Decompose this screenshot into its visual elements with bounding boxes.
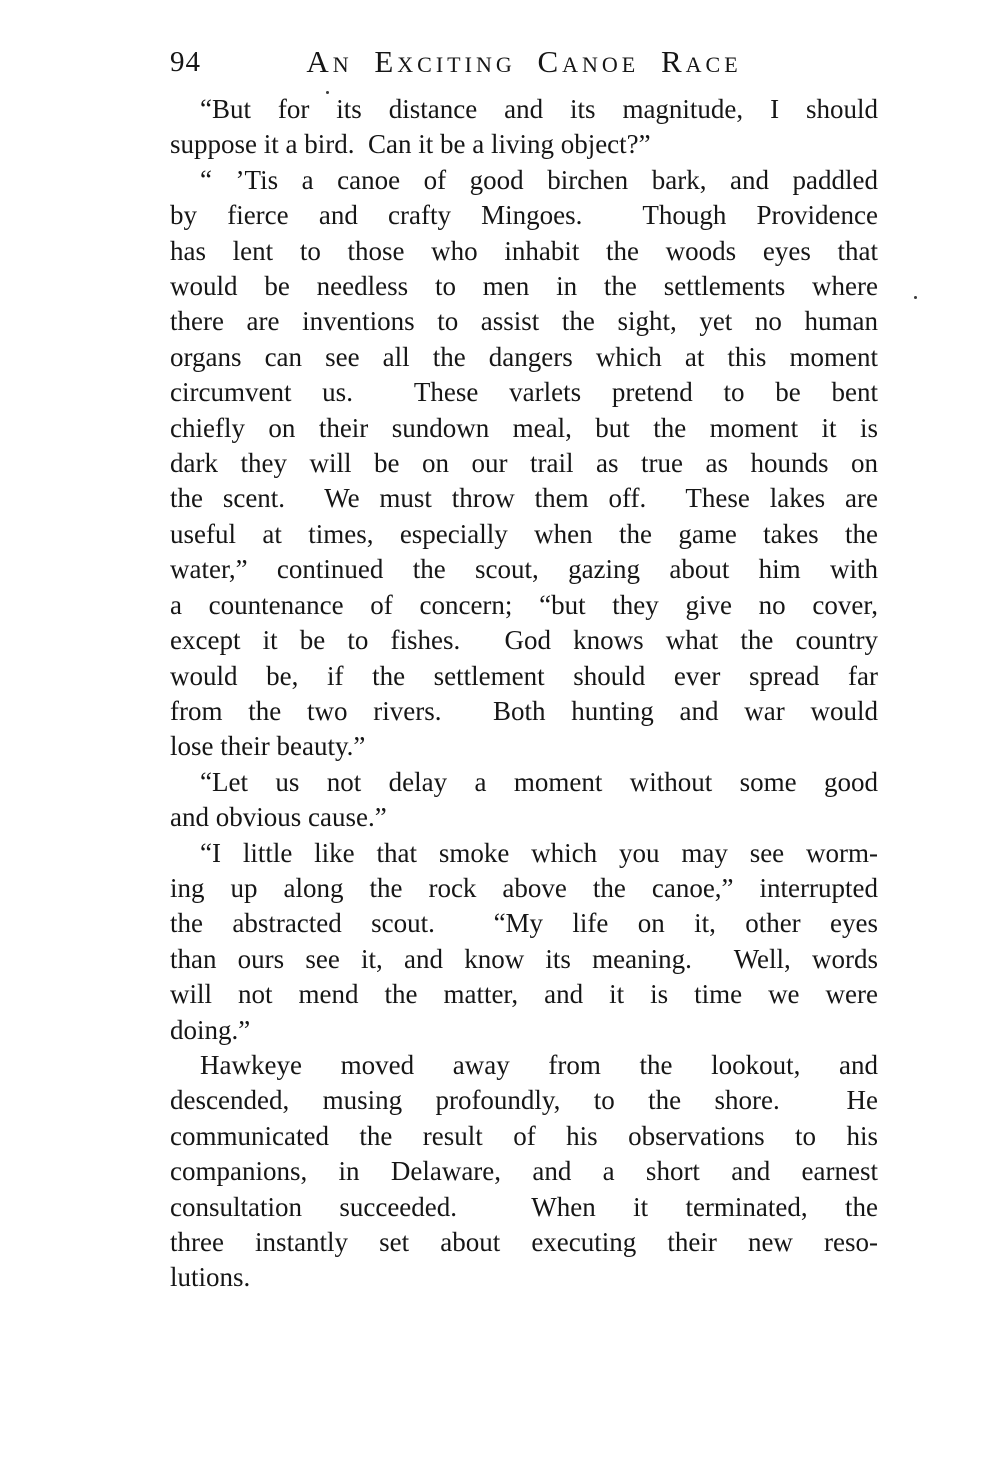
- text-line: would be needless to men in the settlements where: [170, 271, 878, 302]
- page-text: [170, 92, 878, 1296]
- text-line: “ ’Tis a canoe of good birchen bark, and paddled: [200, 164, 878, 195]
- text-line: a countenance of concern; “but they give no cover,: [170, 589, 878, 620]
- page-number: 94: [170, 46, 201, 78]
- text-line: three instantly set about executing their new reso-: [170, 1227, 878, 1257]
- text-line: there are inventions to assist the sight, yet no human: [170, 306, 878, 337]
- text-line: doing.”: [170, 1014, 251, 1045]
- text-line: “I little like that smoke which you may see worm-: [200, 837, 878, 868]
- scan-speck: [326, 91, 329, 94]
- text-line: by fierce and crafty Mingoes. Though Providence: [170, 200, 878, 231]
- text-line: from the two rivers. Both hunting and war would: [170, 695, 878, 726]
- text-line: will not mend the matter, and it is time we were: [170, 979, 878, 1010]
- text-line: consultation succeeded. When it terminated, the: [170, 1191, 878, 1222]
- paragraph: [170, 765, 878, 836]
- text-line: ing up along the rock above the canoe,” interrupted: [170, 872, 878, 903]
- text-line: Hawkeye moved away from the lookout, and: [200, 1049, 878, 1080]
- text-line: useful at times, especially when the game takes the: [170, 518, 878, 549]
- text-line: communicated the result of his observations to his: [170, 1120, 878, 1151]
- text-line: lutions.: [170, 1262, 251, 1293]
- text-line: than ours see it, and know its meaning. Well, words: [170, 943, 878, 974]
- paragraph: [170, 836, 878, 1048]
- paragraph: [170, 1048, 878, 1296]
- paragraph: [170, 163, 878, 765]
- text-line: “But for its distance and its magnitude, I should: [200, 94, 878, 124]
- text-line: the scent. We must throw them off. These lakes are: [170, 483, 878, 514]
- running-header-title: An Exciting Canoe Race: [306, 44, 742, 79]
- text-line: except it be to fishes. God knows what the country: [170, 625, 878, 656]
- text-line: circumvent us. These varlets pretend to be bent: [170, 377, 878, 408]
- text-line: has lent to those who inhabit the woods eyes that: [170, 235, 878, 266]
- text-line: the abstracted scout. “My life on it, other eyes: [170, 908, 878, 939]
- paragraph: [170, 92, 878, 163]
- text-line: “Let us not delay a moment without some good: [200, 766, 878, 797]
- text-line: descended, musing profoundly, to the shore. He: [170, 1085, 878, 1116]
- text-line: lose their beauty.”: [170, 731, 366, 762]
- text-line: chiefly on their sundown meal, but the moment it is: [170, 412, 878, 443]
- text-line: suppose it a bird. Can it be a living object?”: [170, 129, 651, 160]
- scan-speck: [914, 296, 917, 299]
- text-line: companions, in Delaware, and a short and earnest: [170, 1156, 878, 1187]
- text-line: organs can see all the dangers which at this moment: [170, 341, 878, 372]
- running-header: [170, 44, 878, 84]
- text-line: dark they will be on our trail as true as hounds on: [170, 448, 878, 479]
- text-line: and obvious cause.”: [170, 802, 387, 833]
- text-line: water,” continued the scout, gazing about him with: [170, 554, 878, 585]
- text-line: would be, if the settlement should ever spread far: [170, 660, 878, 691]
